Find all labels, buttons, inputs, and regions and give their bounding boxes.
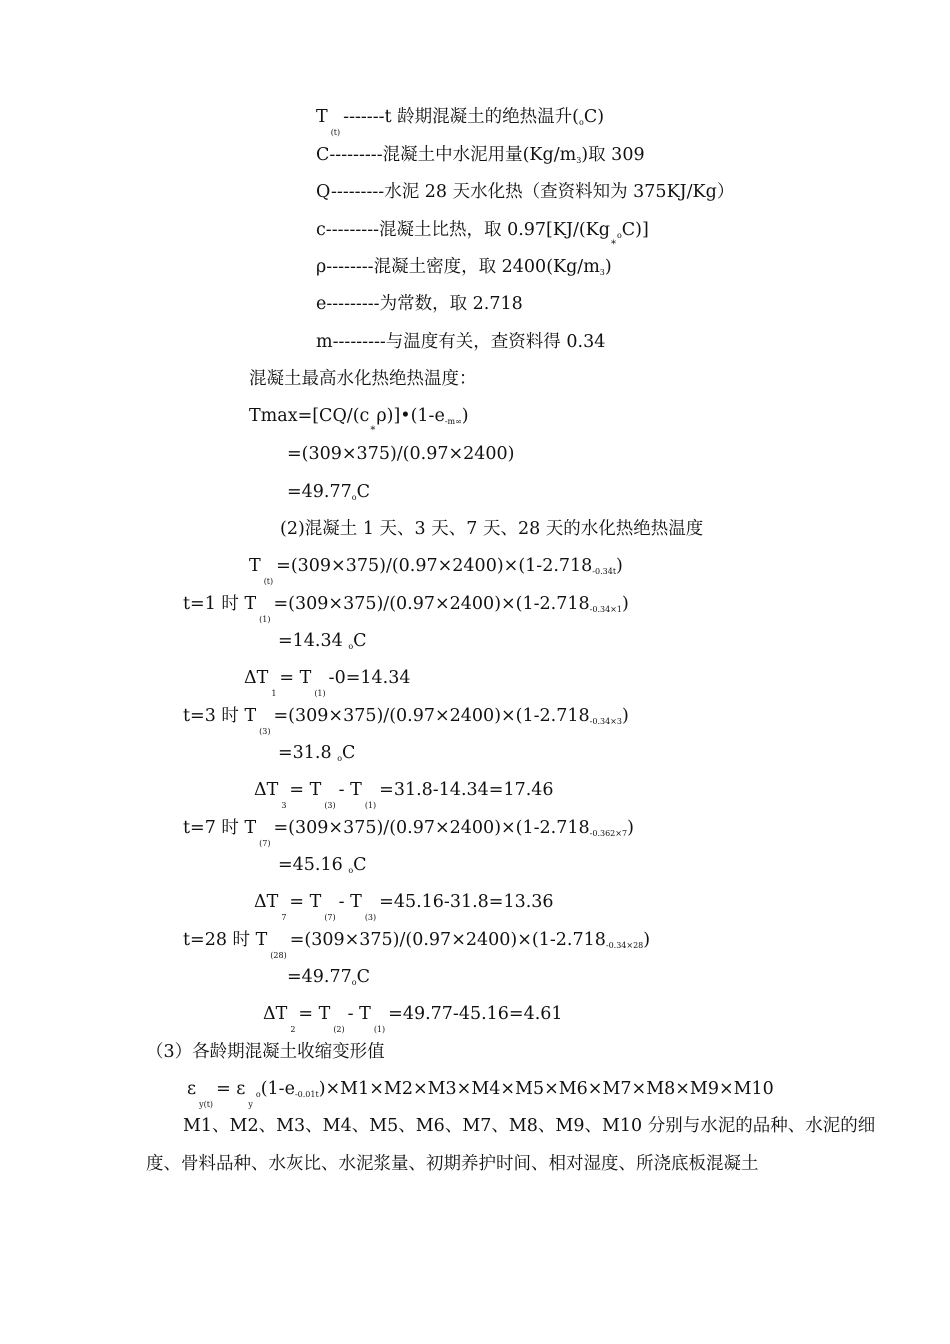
- formula-text: =(309×375)/(0.97×2400)×(1-2.718: [273, 706, 590, 726]
- shrinkage-formula: [187, 1078, 774, 1109]
- heading-text: (2)混凝土 1 天、3 天、7 天、28 天的水化热绝热温度: [280, 519, 704, 539]
- formula-text: =(309×375)/(0.97×2400)×(1-2.718: [273, 818, 590, 838]
- exponent: -0.362×7: [589, 829, 628, 838]
- exponent: -m∞: [444, 417, 462, 426]
- definition-e: [316, 293, 523, 315]
- heading-text: 混凝土最高水化热绝热温度：: [249, 369, 477, 389]
- day-result: [278, 630, 367, 655]
- formula-text: C: [356, 482, 370, 502]
- delta-symbol: ΔT: [263, 1004, 288, 1024]
- formula-text: - T: [338, 780, 362, 800]
- exponent: -0.34×3: [589, 717, 622, 726]
- subscript: y: [248, 1100, 253, 1109]
- exponent: 3: [576, 156, 582, 165]
- day-delta: [254, 779, 554, 810]
- day-label: t=7 时: [183, 818, 239, 838]
- formula-text: )×M1×M2×M3×M4×M5×M6×M7×M8×M9×M10: [318, 1079, 774, 1099]
- formula-text: ): [621, 594, 629, 614]
- subscript: (1): [314, 689, 326, 698]
- degree-mark: o: [255, 1090, 261, 1099]
- formula-text: C: [353, 631, 367, 651]
- formula-text: = T: [298, 1004, 331, 1024]
- definition-heat: [316, 181, 734, 203]
- day-formula: [183, 817, 634, 848]
- definition-text: C---------混凝土中水泥用量(Kg/m: [316, 145, 577, 165]
- subscript: (t): [263, 577, 274, 586]
- general-formula: [249, 555, 623, 586]
- formula-text: =(309×375)/(0.97×2400)×(1-2.718: [273, 594, 590, 614]
- formula-text: C: [342, 743, 356, 763]
- multiply-mark: *: [370, 425, 376, 436]
- formula-text: =(309×375)/(0.97×2400)×(1-2.718: [276, 556, 593, 576]
- definition-text: ρ--------混凝土密度，取 2400(Kg/m: [316, 257, 600, 277]
- definition-text: m---------与温度有关，查资料得 0.34: [316, 332, 606, 352]
- day-label: t=1 时: [183, 594, 239, 614]
- tmax-formula: [249, 405, 469, 436]
- max-heading: [249, 368, 477, 390]
- formula-text: =14.34: [278, 631, 349, 651]
- day-delta: [263, 1003, 563, 1034]
- definition-text: ): [604, 257, 612, 277]
- day-delta: [254, 891, 554, 922]
- delta-symbol: ΔT: [254, 780, 279, 800]
- section2-heading: [280, 518, 703, 540]
- multiply-mark: *: [610, 239, 616, 250]
- heading-text: （3）各龄期混凝土收缩变形值: [146, 1042, 385, 1062]
- formula-text: -0=14.34: [328, 668, 411, 688]
- day-label: t=28 时: [183, 930, 251, 950]
- delta-symbol: ΔT: [254, 892, 279, 912]
- formula-text: ): [616, 556, 623, 576]
- formula-text: =45.16: [278, 855, 349, 875]
- formula-text: = T: [289, 892, 322, 912]
- formula-text: C: [353, 855, 367, 875]
- definition-text: c---------混凝土比热，取 0.97[KJ/(Kg: [316, 220, 610, 240]
- definition-cement: [316, 144, 645, 169]
- subscript: (1): [364, 801, 377, 810]
- definition-text: )取 309: [581, 145, 645, 165]
- definition-text: Q---------水泥 28 天水化热（查资料知为 375KJ/Kg）: [316, 182, 735, 202]
- definition-m: [316, 331, 605, 353]
- formula-text: =45.16-31.8=13.36: [379, 892, 554, 912]
- definition-text: e---------为常数，取 2.718: [316, 294, 523, 314]
- formula-text: =49.77: [287, 482, 352, 502]
- degree-mark: o: [351, 493, 357, 502]
- day-delta: [244, 667, 411, 698]
- subscript: 7: [281, 913, 287, 922]
- degree-mark: o: [351, 978, 357, 987]
- symbol: T: [244, 706, 257, 726]
- symbol: T: [244, 594, 257, 614]
- day-formula: [183, 593, 629, 624]
- day-formula: [183, 705, 629, 736]
- degree-mark: o: [616, 231, 622, 240]
- formula-text: ): [461, 406, 469, 426]
- day-label: t=3 时: [183, 706, 239, 726]
- subscript: 3: [281, 801, 287, 810]
- formula-text: ρ)]•(1-e: [376, 406, 445, 426]
- formula-text: - T: [347, 1004, 371, 1024]
- paragraph-line: [146, 1153, 759, 1175]
- subscript: (t): [330, 128, 341, 137]
- exponent: -0.01t: [294, 1090, 319, 1099]
- definition-specific-heat: [316, 219, 649, 250]
- paragraph-text: M1、M2、M3、M4、M5、M6、M7、M8、M9、M10 分别与水泥的品种、水泥的细: [183, 1116, 876, 1136]
- delta-symbol: ΔT: [244, 668, 269, 688]
- tmax-result: [287, 481, 370, 506]
- formula-text: =(309×375)/(0.97×2400)×(1-2.718: [289, 930, 606, 950]
- symbol: T: [255, 930, 268, 950]
- subscript: (3): [364, 913, 377, 922]
- day-formula: [183, 929, 651, 960]
- degree-mark: o: [578, 118, 584, 127]
- subscript: (1): [259, 615, 271, 624]
- formula-text: = ε: [216, 1079, 246, 1099]
- subscript: y(t): [199, 1100, 214, 1109]
- subscript: (28): [270, 951, 287, 960]
- tmax-substitution: [287, 443, 515, 465]
- subscript: (1): [373, 1025, 386, 1034]
- day-result: [278, 854, 367, 879]
- formula-text: = T: [289, 780, 322, 800]
- definition-text: C)]: [621, 220, 649, 240]
- day-result: [278, 742, 355, 767]
- subscript: 2: [290, 1025, 296, 1034]
- formula-text: =31.8: [278, 743, 338, 763]
- subscript: (3): [259, 727, 271, 736]
- exponent: 3: [599, 268, 605, 277]
- subscript: (3): [324, 801, 336, 810]
- formula-text: =49.77: [287, 967, 352, 987]
- definition-t: [316, 106, 605, 137]
- symbol: T: [249, 556, 261, 576]
- formula-text: =(309×375)/(0.97×2400): [287, 444, 515, 464]
- degree-mark: o: [348, 642, 354, 651]
- subscript: 1: [271, 689, 277, 698]
- formula-text: C: [356, 967, 370, 987]
- paragraph-text: 度、骨料品种、水灰比、水泥浆量、初期养护时间、相对湿度、所浇底板混凝土: [146, 1154, 759, 1174]
- section3-heading: [146, 1041, 385, 1063]
- formula-text: Tmax=[CQ/(c: [249, 406, 370, 426]
- epsilon-symbol: ε: [187, 1079, 197, 1099]
- symbol: T: [316, 107, 328, 127]
- symbol: T: [244, 818, 257, 838]
- formula-text: =31.8-14.34=17.46: [379, 780, 554, 800]
- subscript: (7): [259, 839, 271, 848]
- day-result: [287, 966, 370, 991]
- degree-mark: o: [348, 866, 354, 875]
- exponent: -0.34t: [592, 567, 617, 576]
- formula-text: = T: [279, 668, 312, 688]
- exponent: -0.34×1: [589, 605, 622, 614]
- degree-mark: o: [337, 754, 343, 763]
- subscript: (2): [333, 1025, 345, 1034]
- paragraph-line: [183, 1115, 875, 1137]
- subscript: (7): [324, 913, 336, 922]
- formula-text: ): [621, 706, 629, 726]
- definition-density: [316, 256, 612, 281]
- definition-text: -------t 龄期混凝土的绝热温升(: [343, 107, 579, 127]
- formula-text: - T: [338, 892, 362, 912]
- formula-text: ): [643, 930, 651, 950]
- formula-text: (1-e: [260, 1079, 295, 1099]
- exponent: -0.34×28: [605, 941, 644, 950]
- formula-text: ): [627, 818, 634, 838]
- definition-text: C): [583, 107, 605, 127]
- formula-text: =49.77-45.16=4.61: [388, 1004, 563, 1024]
